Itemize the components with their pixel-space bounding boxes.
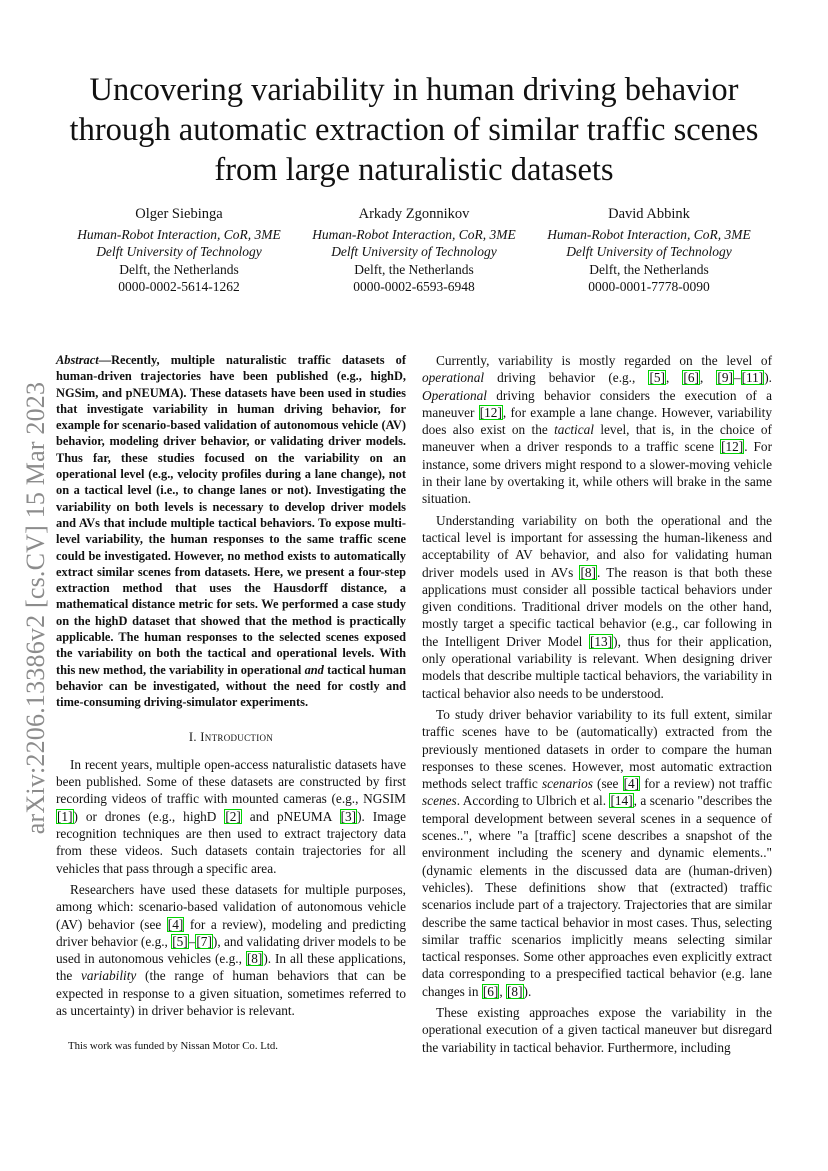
citation-link[interactable]: [12] [721,439,744,455]
left-column [56,352,406,1053]
intro-paragraph-2: Researchers have used these datasets for multiple purposes, among which: scenario-based validation of autonomous vehicle (AV) behavior (see [4] for a review), modeling and predicting driver behavior (e.g., [5]–[7]), and validating driver models to be used in autonomous vehicles (e.g., [8]). In all these applications, the variability (the range of human behaviors that can be expected in response to a given situation, sometimes referred to as uncertainty) in driver behavior is relevant. [56,881,407,1018]
body-paragraph-4: These existing approaches expose the variability in the operational execution of a given tactical maneuver but disregard the variability in tactical behavior. Furthermore, including [422,1004,772,1055]
citation-link[interactable]: [6] [482,983,499,999]
author-orcid: 0000-0002-5614-1262 [118,279,240,294]
citation-link[interactable]: [5] [172,933,188,949]
emphasis: variability [80,968,137,984]
author-location: Delft, the Netherlands [589,261,709,277]
intro-paragraph-1: In recent years, multiple open-access naturalistic datasets have been published. Some of these datasets are constructed by first recording videos of traffic with mounted cameras (e.g., NGSIM [1]) or drones (e.g., highD [2] and pNEUMA [3]). Image recognition techniques are then used to extract trajectory data from these videos. Such datasets contain trajectories for all vehicles that pass through a specific area. [56,756,406,876]
citation-link[interactable]: [8] [580,564,596,580]
author-orcid: 0000-0001-7778-0090 [588,279,710,294]
body-paragraph-3: To study driver behavior variability to its full extent, similar traffic scenes have to be (automatically) extracted from the previously mentioned datasets in order to compare the human responses to these scenes. However, most automatic extraction methods select traffic scenarios (see [4] for a review) not traffic scenes. According to Ulbrich et al. [14], a scenario "describes the temporal development between several scenes in a sequence of scenes..", where "a [traffic] scene describes a snapshot of the environment including the scenery and dynamic elements.." (dynamic elements in the discussed data are (human-driven) vehicles). These definitions show that (extracted) traffic scenarios include part of a trajectory. Trajectories that are similar describe the same tactical behavior in most cases. Thus, selecting similar traffic scenarios implicitly means selecting similar tactical responses. Some other approaches even explicitly extract data corresponding to a prespecified tactical behavior (e.g. lane changes in [6], [8]). [422,706,773,999]
citation-link[interactable]: [4] [623,776,640,792]
author-affiliation: Human-Robot Interaction, CoR, 3ME [77,226,281,242]
author-location: Delft, the Netherlands [354,261,474,277]
citation-link[interactable]: [9] [717,370,733,386]
arxiv-identifier[interactable]: arXiv:2206.13386v2 [cs.CV] 15 Mar 2023 [21,381,50,835]
citation-link[interactable]: [2] [225,808,241,824]
citation-link[interactable]: [13] [589,633,613,649]
author-affiliation: Human-Robot Interaction, CoR, 3ME [312,226,516,242]
author-orcid: 0000-0002-6593-6948 [353,279,475,294]
author-1 [64,206,294,296]
author-location: Delft, the Netherlands [119,261,239,277]
section-heading [56,729,406,746]
citation-link[interactable]: [5] [649,370,665,386]
citation-link[interactable]: [3] [340,808,357,824]
author-university: Delft University of Technology [331,244,497,259]
body-paragraph-1: Currently, variability is mostly regarded on the level of operational driving behavior (e.g., [5], [6], [9]–[11]). Operational driving behavior considers the execution of a maneuver [12], for example a lane change. However, variability does also exist on the tactical level, that is, in the choice of maneuver when a driver responds to a traffic scene [12]. For instance, some drivers might respond to a slower-moving vehicle in their lane by overtaking it, while others will brake in the same situation. [422,353,773,507]
author-name: David Abbink [608,206,690,222]
citation-link[interactable]: [6] [683,370,699,386]
funding-footnote: This work was funded by Nissan Motor Co. Ltd. [68,1040,278,1053]
citation-link[interactable]: [8] [507,983,523,999]
author-university: Delft University of Technology [566,244,732,259]
abstract-label: Abstract [56,353,99,367]
author-university: Delft University of Technology [96,244,262,259]
author-3 [534,206,764,296]
body-paragraph-2: Understanding variability on both the operational and the tactical level is important for assessing the human-likeness and acceptability of AV behavior, and also for validating human driver models used in AVs [8]. The reason is that both these applications must consider all possible tactical behaviors under given conditions. Traditional driver models on the other hand, mostly target a specific tactical behavior (e.g., car following in the Intelligent Driver Model [13]), thus for their application, only operational variability is relevant. When designing driver models that describe multiple tactical behaviors, the variability in tactical behavior also needs to be understood. [422,512,772,701]
abstract [56,352,406,711]
section-title: Introduction [200,729,274,744]
section-number: I. [188,729,201,744]
citation-link[interactable]: [7] [196,933,212,949]
citation-link[interactable]: [11] [741,370,764,386]
author-name: Arkady Zgonnikov [358,206,470,222]
citation-link[interactable]: [1] [57,808,73,824]
citation-link[interactable]: [14] [610,793,633,809]
abstract-text: —Recently, multiple naturalistic traffic datasets of human-driven trajectories have been published (e.g., highD, NGSim, and pNEUMA). These datasets have been used in studies that investigate variability in human driving behavior, for example for scenario-based validation of autonomous vehicle (AV) behavior, modeling driver behavior, or validating driver models. Thus far, these studies focused on the variability on an operational level (e.g., velocity profiles during a lane change), not on a tactical level (i.e., to change lanes or not). Investigating the variability on both levels is necessary to develop driver models and AVs that include multiple tactical behaviors. To expose multi-level variability, the human responses to the same traffic scene could be investigated. However, no method exists to automatically extract similar scenes from datasets. Here, we present a four-step extraction method that uses the Hausdorff distance, a mathematical distance metric for sets. We performed a case study on the highD dataset that showed that the method is practically applicable. The human responses to the selected scenes exposed the variability on both the tactical and operational levels. With this new method, the variability in operational [56,353,406,677]
author-block [64,206,764,296]
citation-link[interactable]: [8] [246,951,263,967]
abstract-emphasis: and [304,662,324,677]
paper-title: Uncovering variability in human driving behavior through automatic extraction of similar traffic scenes from large naturalistic datasets [69,72,759,188]
author-affiliation: Human-Robot Interaction, CoR, 3ME [547,226,751,242]
abstract-text-end: tactical human behavior can be investigated, without the need for costly and time-consuming driving-simulator experiments. [56,662,406,710]
citation-link[interactable]: [12] [479,404,502,420]
author-2 [299,206,529,296]
author-name: Olger Siebinga [135,206,223,222]
right-column [422,352,772,1060]
citation-link[interactable]: [4] [167,916,184,932]
